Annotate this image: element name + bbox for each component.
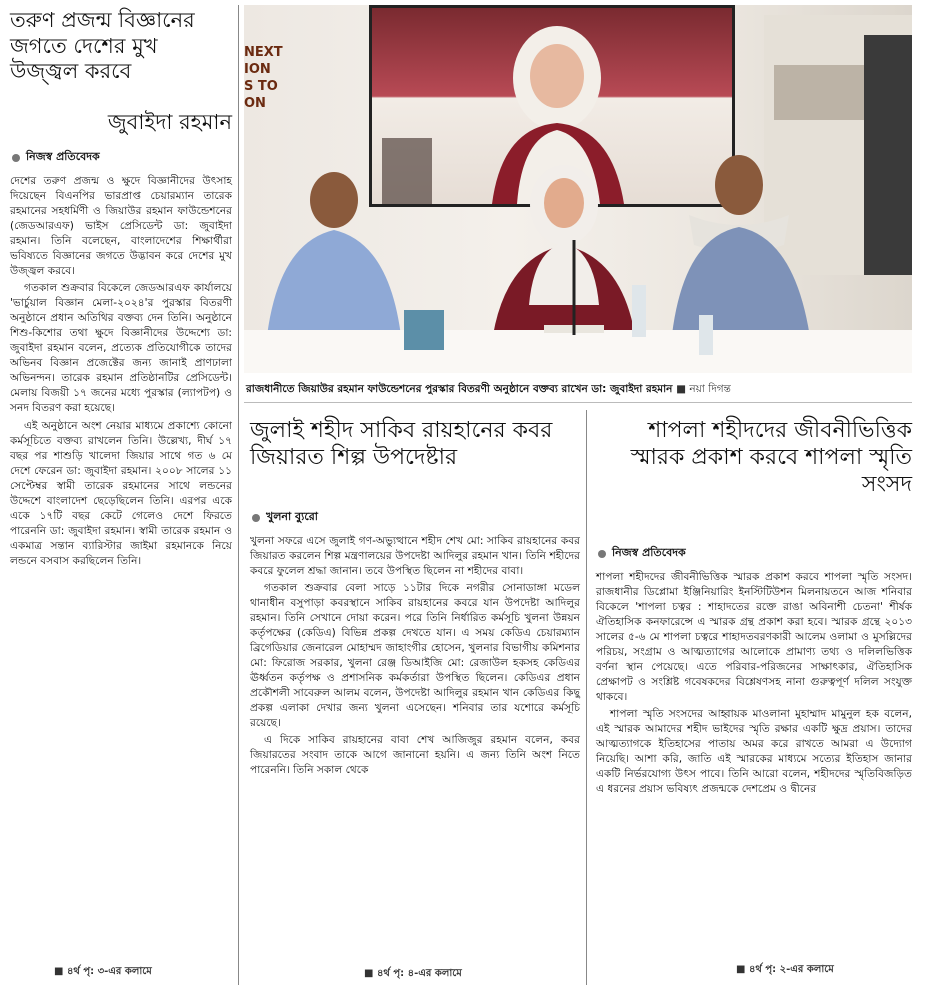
paragraph: গতকাল শুক্রবার বেলা সাড়ে ১১টার দিকে নগরীর সোনাডাঙ্গা মডেল থানাধীন বসুপাড়া কবরস্থানে সাকিব রায়হানের কবরে যান উপদেষ্টা আদিলুর রহমান। তিনি সেখানে দোয়া করেন। পরে তিনি নির্ধারিত কর্মসূচি খুলনা উন্নয়ন কর্তৃপক্ষের (কেডিএ) বিভিন্ন প্রকল্প দেখতে যান। এ সময় কেডিএ চেয়ারম্যান ব্রিগেডিয়ার জেনারেল মোহাম্মদ জাহাংগীর হোসেন, খুলনার বিভাগীয় কমিশনার মো: ফিরোজ সরকার, খুলনা রেঞ্জ ডিআইজি মো: রেজাউল হকসহ কেডিএর ঊর্ধ্বতন কর্তৃপক্ষ ও প্রশাসনিক কর্মকর্তারা উপস্থিত ছিলেন। কেডিএর প্রধান প্রকৌশলী সাবেরুল আলম বলেন, উপদেষ্টা আদিলুর রহমান খান কেডিএর কিছু প্রকল্প এলাকা দেখার জন্য খুলনা এসেছেন। শনিবার তার যশোরে কর্মসূচি রয়েছে। (250, 582, 580, 730)
left-article-body (10, 174, 232, 571)
right-byline: নিজস্ব প্রতিবেদক (598, 544, 686, 563)
bottle-icon (699, 315, 713, 355)
left-headline-speaker: জুবাইদা রহমান (107, 110, 232, 134)
left-continued: ■ ৪র্থ পৃ: ৩-এর কলামে (54, 966, 152, 977)
middle-byline: খুলনা ব্যুরো (252, 508, 318, 527)
caption-divider (244, 402, 912, 403)
column-divider (238, 5, 239, 985)
left-byline: নিজস্ব প্রতিবেদক (12, 148, 100, 167)
bottle-icon (632, 285, 646, 337)
photo-source: ■ নয়া দিগন্ত (676, 383, 731, 395)
paragraph: গতকাল শুক্রবার বিকেলে জেডআরএফ কার্যালয়ে 'ভার্চুয়াল বিজ্ঞান মেলা-২০২৪'র পুরস্কার বিতরণী অনুষ্ঠানে প্রধান অতিথির বক্তব্য দেন তিনি। অনুষ্ঠানে শিশু-কিশোর তথা ক্ষুদে বিজ্ঞানীদের উদ্দেশ্যে ডা: জুবাইদা রহমান বলেন, প্রত্যেক প্রতিযোগীকে তাদের অভিনব বিজ্ঞান প্রজেক্টের জন্য জানাই প্রাণঢালা অভিনন্দন। তারেক রহমান প্রতিষ্ঠানটির প্রেসিডেন্ট। মেলায় বিজয়ী ১৭ জনের মধ্যে পুরস্কার (ল্যাপটপ) ও সনদ বিতরণ করা হয়েছে। (10, 282, 232, 415)
continued-marker-icon: ■ (54, 966, 64, 977)
paragraph: এ দিকে সাকিব রায়হানের বাবা শেখ আজিজুর রহমান বলেন, কবর জিয়ারতের সংবাদ তাকে আগে জানানো হয়নি। এ জন্য তিনি অংশ নিতে পারেননি। তিনি সকাল থেকে (250, 734, 580, 777)
bullet-icon (12, 154, 20, 162)
middle-headline: জুলাই শহীদ সাকিব রায়হানের কবর জিয়ারত শিল্প উপদেষ্টার (250, 418, 553, 470)
paragraph: শাপলা শহীদদের জীবনীভিত্তিক স্মারক প্রকাশ করবে শাপলা স্মৃতি সংসদ। রাজধানীর ডিপ্লোমা ইঞ্জিনিয়ারিং ইনস্টিটিউশন মিলনায়তনে আজ শনিবার বিকেলে 'শাপলা চত্বর : শাহাদতের রক্তে রাঙা অবিনাশী চেতনা' শীর্ষক ঐতিহাসিক কনফারেন্সে এ স্মারক গ্রন্থ প্রকাশ করা হবে। স্মারক গ্রন্থে ২০১৩ সালের ৫-৬ মে শাপলা চত্বরে শাহাদতবরণকারী আলেম ওলামা ও মুসল্লিদের পরিচয়, সংগ্রাম ও আত্মত্যাগের আলোকে প্রামাণ্য তথ্য ও দলিলভিত্তিক বর্ণনা স্থান পেয়েছে। এতে পরিবার-পরিজনের সাক্ষাৎকার, ঐতিহাসিক প্রেক্ষাপট ও সংশ্লিষ্ট গবেষকদের বিশ্লেষণসহ নানা গুরুত্বপূর্ণ দলিল সংযুক্ত থাকবে। (596, 571, 912, 704)
event-photo (244, 5, 912, 373)
middle-continued: ■ ৪র্থ পৃ: ৪-এর কলামে (364, 968, 462, 979)
right-continued: ■ ৪র্থ পৃ: ২-এর কলামে (736, 964, 834, 975)
people-illustration (244, 5, 912, 373)
left-headline-text: তরুণ প্রজন্ম বিজ্ঞানের জগতে দেশের মুখ উজ্জ্বল করবে (10, 8, 195, 84)
tissue-box-icon (404, 310, 444, 350)
continued-marker-icon: ■ (364, 968, 374, 979)
column-divider (586, 410, 587, 985)
continued-marker-icon: ■ (736, 964, 746, 975)
photo-caption: রাজধানীতে জিয়াউর রহমান ফাউন্ডেশনের পুরস্কার বিতরণী অনুষ্ঠানে বক্তব্য রাখেন ডা: জুবাইদা রহমান ■ নয়া দিগন্ত (246, 383, 731, 395)
left-headline (10, 8, 232, 85)
paragraph: শাপলা স্মৃতি সংসদের আহ্বায়ক মাওলানা মুহাম্মাদ মামুনুল হক বলেন, এই স্মারক আমাদের শহীদ ভাইদের স্মৃতি রক্ষার একটি ক্ষুদ্র প্রয়াস। তাদের আত্মত্যাগকে ইতিহাসের পাতায় অমর করে রাখতে আমরা এ উদ্যোগ নিয়েছি। আশা করি, জাতি এই স্মারকের মাধ্যমে সত্যের ইতিহাস জানার একটি নির্ভরযোগ্য উৎস পাবে। তিনি আরো বলেন, শহীদদের স্মৃতিবিজড়িত এ ধরনের প্রয়াস ভবিষ্যৎ প্রজন্মকে দেশপ্রেম ও দ্বীনের (596, 708, 912, 796)
right-headline: শাপলা শহীদদের জীবনীভিত্তিক স্মারক প্রকাশ করবে শাপলা স্মৃতি সংসদ (630, 418, 912, 497)
backdrop-banner: NEXT ION S TO ON (244, 45, 283, 111)
bullet-icon (598, 550, 606, 558)
paragraph: দেশের তরুণ প্রজন্ম ও ক্ষুদে বিজ্ঞানীদের উৎসাহ দিয়েছেন বিএনপির ভারপ্রাপ্ত চেয়ারম্যান তারেক রহমানের সহধর্মিণী ও জিয়াউর রহমান ফাউন্ডেশনের (জেডআরএফ) ভাইস প্রেসিডেন্ট ডা: জুবাইদা রহমান। তিনি বলেছেন, বাংলাদেশের শিক্ষার্থীরা ভবিষ্যতে বিজ্ঞানের জগতে উদ্ভাবন করে দেশের মুখ উজ্জ্বল করবে। (10, 175, 232, 278)
paragraph: খুলনা সফরে এসে জুলাই গণ-অভ্যুত্থানে শহীদ শেখ মো: সাকিব রায়হানের কবর জিয়ারত করলেন শিল্প মন্ত্রণালয়ের উপদেষ্টা আদিলুর রহমান খান। তিনি শহীদের কবরে ফুলেল শ্রদ্ধা জানান। তবে উপস্থিত ছিলেন না শহীদের বাবা। (250, 535, 580, 578)
right-article-body (596, 570, 912, 799)
bullet-icon (252, 514, 260, 522)
paragraph: এই অনুষ্ঠানে অংশ নেয়ার মাধ্যমে প্রকাশ্যে কোনো কর্মসূচিতে বক্তব্য রাখলেন তিনি। উল্লেখ্য, দীর্ঘ ১৭ বছর পর শাশুড়ি খালেদা জিয়ার সাথে গত ৬ মে দেশে ফেরেন ডা: জুবাইদা রহমান। ২০০৮ সালের ১১ সেপ্টেম্বর স্বামী তারেক রহমানের সাথে লন্ডনের উদ্দেশে বাংলাদেশ ছেড়েছিলেন তিনি। এরপর একে একে ১৭টি বছর কেটে গেলেও দেশে ফিরতে পারেননি ডা: জুবাইদা রহমান। স্বামী তারেক রহমান ও একমাত্র সন্তান ব্যারিস্টার জাইমা রহমানকে নিয়ে লন্ডনে বসবাস করছিলেন তিনি। (10, 419, 232, 567)
middle-article-body (250, 534, 580, 781)
